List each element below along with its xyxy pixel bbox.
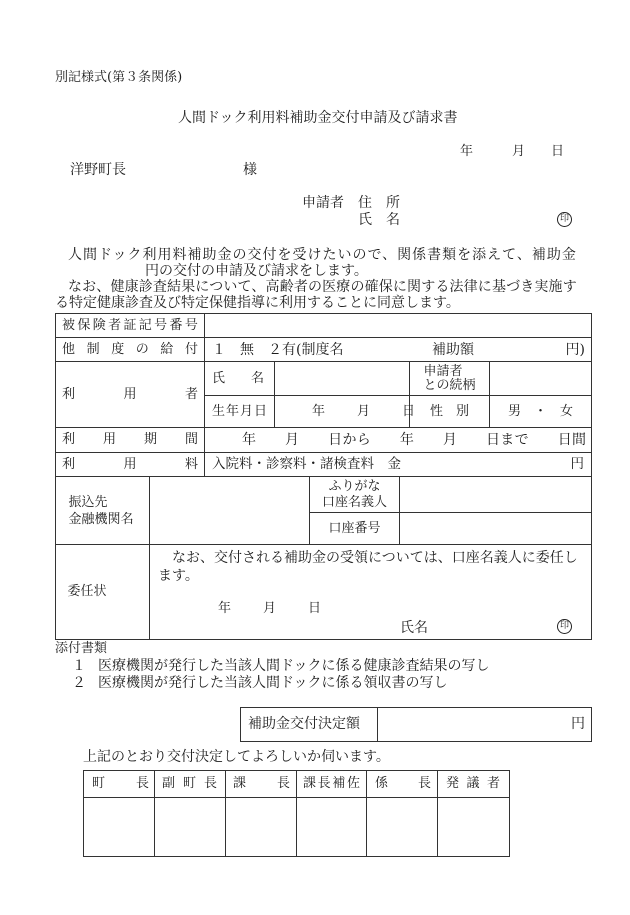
label-char: 係 [375,776,389,792]
label-char: 長 [317,776,331,792]
application-table [55,313,592,640]
user-name-field [275,362,410,396]
attachments-heading: 添付書類 [55,641,108,656]
decision-amount-box [240,707,592,742]
label-char: 金 [68,511,82,527]
label-char: 者 [108,317,122,333]
label-char: 月 [239,403,253,419]
label-char: 制 [86,341,100,357]
label-char: 振 [68,494,82,510]
gender-field [490,396,592,428]
decision-amount-unit: 円 [571,716,585,733]
user-name-label: 氏 名 [212,370,265,386]
label-char: 利 [62,432,76,448]
relation-field [490,362,592,396]
label-char: の [135,341,149,357]
approval-request-text: 上記のとおり交付決定してよろしいか伺います。 [83,749,390,765]
period-label-cell [56,428,205,453]
account-holder-label: 口座名義人 [321,494,387,510]
proxy-seal-icon: 印 [557,619,572,634]
label-char: 発 [446,776,460,792]
label-char: 号 [184,317,198,333]
other-benefit-unit: 円) [565,342,585,358]
gender-label-cell [410,396,490,428]
approval-stamp-deputy-mayor [155,798,226,857]
label-char: 町 [182,776,196,792]
label-char: 名 [120,511,134,527]
relation-label-cell [410,362,490,396]
statement-line-1: 人間ドック利用料補助金の交付を受けたいので、関係書類を添えて、補助金 [68,247,577,263]
period-label [56,432,204,448]
label-char: 日 [253,403,267,419]
user-label [56,387,204,403]
label-char: 証 [123,317,137,333]
bank-label-line-1 [69,494,137,511]
form-reference: 別記様式(第３条関係) [55,70,183,85]
label-char: 町 [92,776,106,792]
statement-line-4: る特定健康診査及び特定保健指導に利用することに同意します。 [55,295,460,311]
fee-label-cell [56,453,205,477]
label-char: 長 [417,776,431,792]
label-char: 料 [184,456,198,472]
approval-header-subsection-chief [367,771,438,798]
label-char: 先 [94,494,108,510]
decision-amount-label-cell [241,708,378,742]
account-number-label-cell [310,513,400,545]
label-char: 利 [62,456,76,472]
insurance-number-field [205,314,592,338]
birthdate-field [275,396,418,428]
label-char: 用 [102,432,116,448]
label-char: 者 [486,776,500,792]
approval-header-section-chief [226,771,297,798]
addressee: 洋野町長 [70,162,126,178]
account-holder-label-cell [310,477,400,513]
label-char: 記 [138,317,152,333]
attachment-2-text: 医療機関が発行した当該人間ドックに係る領収書の写し [98,675,448,691]
bank-name-field [150,477,310,545]
approval-stamp-subsection-chief [367,798,438,857]
label-char: 他 [62,341,76,357]
label-char: 者 [184,386,198,402]
proxy-date: 年 月 日 [218,601,324,616]
other-benefit-options: １ 無 ２有(制度名 [212,342,344,358]
approval-header-proposer [438,771,510,798]
proxy-name-label: 氏名 [400,620,428,636]
decision-amount-label: 補助金交付決定額 [248,716,360,733]
other-benefit-label-cell [56,338,205,362]
approval-table [83,770,510,857]
label-char: 課 [303,776,317,792]
bank-label-line-2 [69,511,137,528]
approval-header-label [367,776,437,792]
label-char: 長 [203,776,217,792]
label-char: 期 [143,432,157,448]
label-char: 付 [184,341,198,357]
label-char: 任 [80,584,94,600]
attachment-1-number: １ [72,658,86,674]
proxy-text-line-2: ます。 [158,568,199,584]
label-char: 間 [184,432,198,448]
submission-date: 年 月 日 [460,144,565,159]
approval-header-assistant-chief [297,771,367,798]
user-label-cell [56,362,205,428]
honorific: 様 [243,162,257,178]
gender-options: 男 ・ 女 [507,403,573,419]
birthdate-label [205,404,274,420]
approval-stamp-assistant-chief [297,798,367,857]
label-char: 長 [276,776,290,792]
label-char: 申 [423,363,437,379]
attachment-1-text: 医療機関が発行した当該人間ドックに係る健康診査結果の写し [98,658,490,674]
approval-header-label [155,776,225,792]
document-title: 人間ドック利用料補助金交付申請及び請求書 [178,110,458,126]
label-char: 請 [436,363,450,379]
attachment-2-number: ２ [72,675,86,691]
account-number-field [400,513,592,545]
relation-label-line-1 [424,365,476,379]
label-char: 込 [81,494,95,510]
approval-header-deputy-mayor [155,771,226,798]
period-field [205,428,592,453]
approval-header-mayor [84,771,155,798]
fee-items: 入院料・診察料・諸検査料 金 [212,456,401,473]
approval-header-label [438,776,509,792]
label-char: 者 [449,363,463,379]
label-char: 険 [92,317,106,333]
approval-stamp-proposer [438,798,510,857]
label-char: 被 [62,317,76,333]
birthdate-format: 年 月 日 [312,403,418,419]
period-format: 年 月 日から 年 月 日まで 日間 [242,431,587,448]
label-char: 番 [169,317,183,333]
other-benefit-field [205,338,592,362]
fee-field [205,453,592,477]
approval-header-label [297,776,366,792]
label-char: 利 [62,386,76,402]
applicant-address-label: 申請者 住 所 [302,195,400,211]
label-char: 用 [123,386,137,402]
fee-unit: 円 [570,456,584,473]
approval-stamp-mayor [84,798,155,857]
user-name-label-cell [205,362,275,396]
other-benefit-amount-label: 補助額 [432,342,474,358]
label-char: 補 [332,776,346,792]
label-char: 度 [111,341,125,357]
fee-label [56,457,204,473]
label-char: 生 [212,403,226,419]
label-char: 状 [93,584,107,600]
gender-label: 性 別 [429,403,469,419]
relation-label-line-2: との続柄 [423,377,476,393]
label-char: 年 [225,403,239,419]
label-char: 佐 [346,776,360,792]
proxy-content [150,545,592,640]
furigana-label: ふりがな [328,478,381,494]
label-char: 長 [135,776,149,792]
insurance-number-label [56,318,204,334]
label-char: 給 [160,341,174,357]
applicant-name-label: 氏 名 [358,212,400,228]
account-holder-field [400,477,592,513]
label-char: 機 [94,511,108,527]
label-char: 委 [67,584,81,600]
label-char: 議 [466,776,480,792]
decision-amount-field [378,708,592,742]
label-char: 課 [233,776,247,792]
proxy-text-line-1: なお、交付される補助金の受領については、口座名義人に委任し [172,550,578,566]
seal-icon: 印 [557,212,572,227]
proxy-label [68,584,138,600]
birthdate-label-cell [205,396,275,428]
account-number-label: 口座番号 [328,520,381,536]
approval-stamp-section-chief [226,798,297,857]
approval-header-label [84,776,154,792]
label-char: 号 [154,317,168,333]
other-benefit-label [56,342,204,358]
label-char: 融 [81,511,95,527]
label-char: 用 [123,456,137,472]
label-char: 保 [77,317,91,333]
label-char: 関 [107,511,121,527]
statement-line-2: 円の交付の申請及び請求をします。 [145,263,368,279]
proxy-label-cell [56,545,150,640]
bank-label-cell [56,477,150,545]
statement-line-3: なお、健康診査結果について、高齢者の医療の確保に関する法律に基づき実施す [68,279,577,295]
approval-header-label [226,776,296,792]
label-char: 副 [162,776,176,792]
insurance-number-label-cell [56,314,205,338]
